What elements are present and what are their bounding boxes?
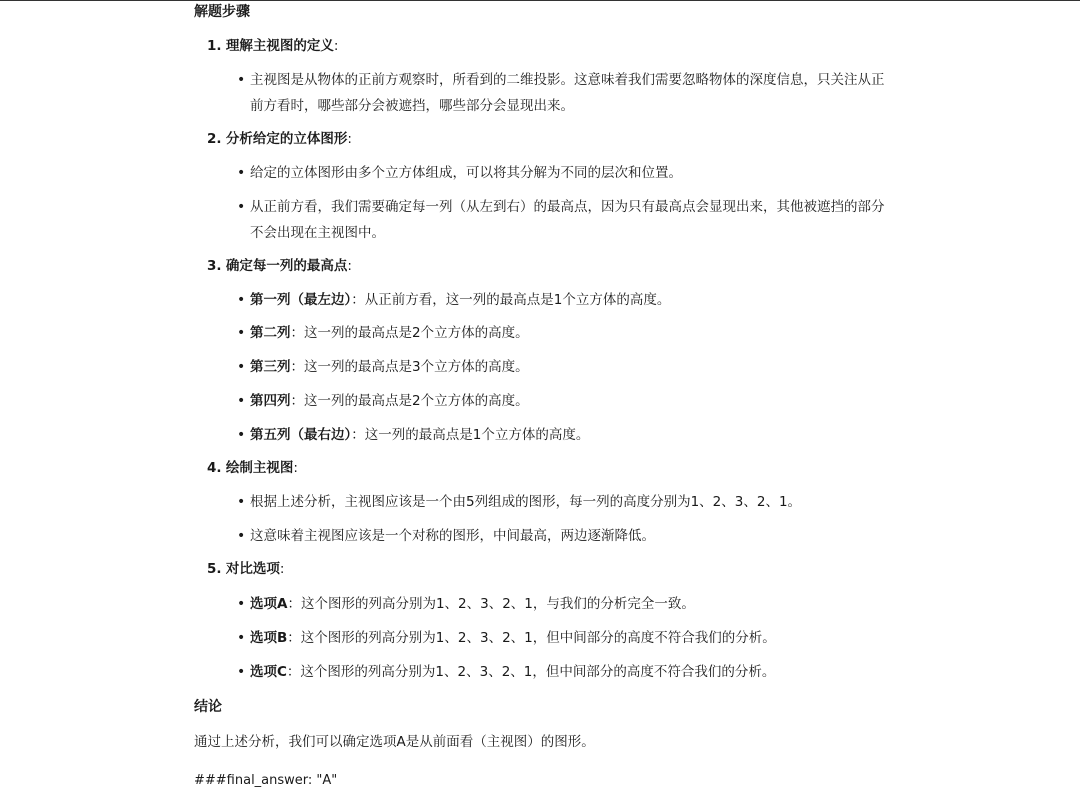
bullet-text: 主视图是从物体的正前方观察时，所看到的二维投影。这意味着我们需要忽略物体的深度信息，只关注从正前方看时，哪些部分会被遮挡，哪些部分会显现出来。: [250, 72, 885, 114]
bullet-icon: •: [237, 359, 246, 375]
bullet-text: ：这个图形的列高分别为1、2、3、2、1，但中间部分的高度不符合我们的分析。: [287, 630, 776, 646]
bullet-bold: 第三列: [250, 359, 291, 375]
step-number: 5.: [207, 561, 222, 577]
bullet-bold: 选项C: [250, 664, 287, 680]
list-item: [237, 523, 887, 549]
list-item: [237, 320, 887, 346]
step-title: 分析给定的立体图形: [225, 131, 348, 147]
list-item: [237, 591, 887, 617]
bullet-icon: •: [237, 427, 246, 443]
final-answer: ###final_answer: "A": [194, 773, 338, 788]
step-colon: :: [347, 131, 352, 147]
list-item: [237, 287, 887, 313]
step-number: 4.: [207, 460, 222, 476]
step-5-title: [207, 558, 284, 580]
bullet-bold: 第五列（最右边）: [250, 427, 352, 443]
step-2-title: [207, 128, 352, 150]
bullet-icon: •: [237, 528, 246, 544]
step-title: 绘制主视图: [225, 460, 294, 476]
step-number: 2.: [207, 131, 222, 147]
step-colon: :: [347, 258, 352, 274]
top-divider: [0, 0, 1080, 1]
bullet-bold: 第一列（最左边）: [250, 292, 352, 308]
step-title: 对比选项: [225, 561, 280, 577]
steps-heading: 解题步骤: [194, 4, 250, 20]
bullet-bold: 第四列: [250, 393, 291, 409]
list-item: [237, 388, 887, 414]
step-colon: :: [293, 460, 298, 476]
bullet-text: 这意味着主视图应该是一个对称的图形，中间最高，两边逐渐降低。: [250, 528, 655, 544]
bullet-text: 从正前方看，我们需要确定每一列（从左到右）的最高点，因为只有最高点会显现出来，其他被遮挡的部分不会出现在主视图中。: [250, 199, 885, 241]
step-3-title: [207, 255, 352, 277]
bullet-text: ：这一列的最高点是2个立方体的高度。: [290, 325, 529, 341]
list-item: [237, 659, 887, 685]
list-item: [237, 625, 887, 651]
bullet-icon: •: [237, 664, 246, 680]
list-item: [237, 489, 887, 515]
bullet-text: ：这一列的最高点是3个立方体的高度。: [290, 359, 529, 375]
step-title: 确定每一列的最高点: [225, 258, 348, 274]
bullet-icon: •: [237, 292, 246, 308]
step-4-title: [207, 457, 298, 479]
list-item: [237, 354, 887, 380]
list-item: [237, 160, 887, 186]
bullet-icon: •: [237, 199, 246, 215]
step-colon: :: [279, 561, 285, 577]
bullet-text: 给定的立体图形由多个立方体组成，可以将其分解为不同的层次和位置。: [250, 165, 682, 181]
step-1-title: [207, 35, 338, 57]
bullet-bold: 选项A: [250, 596, 288, 612]
step-number: 3.: [207, 258, 222, 274]
bullet-bold: 选项B: [250, 630, 288, 646]
step-number: 1.: [207, 38, 222, 54]
bullet-icon: •: [237, 165, 246, 181]
bullet-text: ：这个图形的列高分别为1、2、3、2、1，与我们的分析完全一致。: [287, 596, 695, 612]
bullet-icon: •: [237, 393, 246, 409]
bullet-text: ：这一列的最高点是2个立方体的高度。: [290, 393, 529, 409]
bullet-text: ：这一列的最高点是1个立方体的高度。: [351, 427, 590, 443]
step-colon: :: [333, 38, 339, 54]
bullet-text: 根据上述分析，主视图应该是一个由5列组成的图形，每一列的高度分别为1、2、3、2、1。: [250, 494, 802, 510]
bullet-icon: •: [237, 325, 246, 341]
list-item: [237, 194, 887, 246]
step-title: 理解主视图的定义: [225, 38, 334, 54]
bullet-icon: •: [237, 630, 246, 646]
bullet-icon: •: [237, 494, 246, 510]
bullet-text: ：从正前方看，这一列的最高点是1个立方体的高度。: [351, 292, 671, 308]
bullet-bold: 第二列: [250, 325, 291, 341]
bullet-text: ：这个图形的列高分别为1、2、3、2、1，但中间部分的高度不符合我们的分析。: [286, 664, 776, 680]
conclusion-text: 通过上述分析，我们可以确定选项A是从前面看（主视图）的图形。: [194, 734, 595, 750]
bullet-icon: •: [237, 72, 246, 88]
list-item: [237, 67, 887, 119]
bullet-icon: •: [237, 596, 246, 612]
list-item: [237, 422, 887, 448]
conclusion-heading: 结论: [194, 699, 222, 715]
